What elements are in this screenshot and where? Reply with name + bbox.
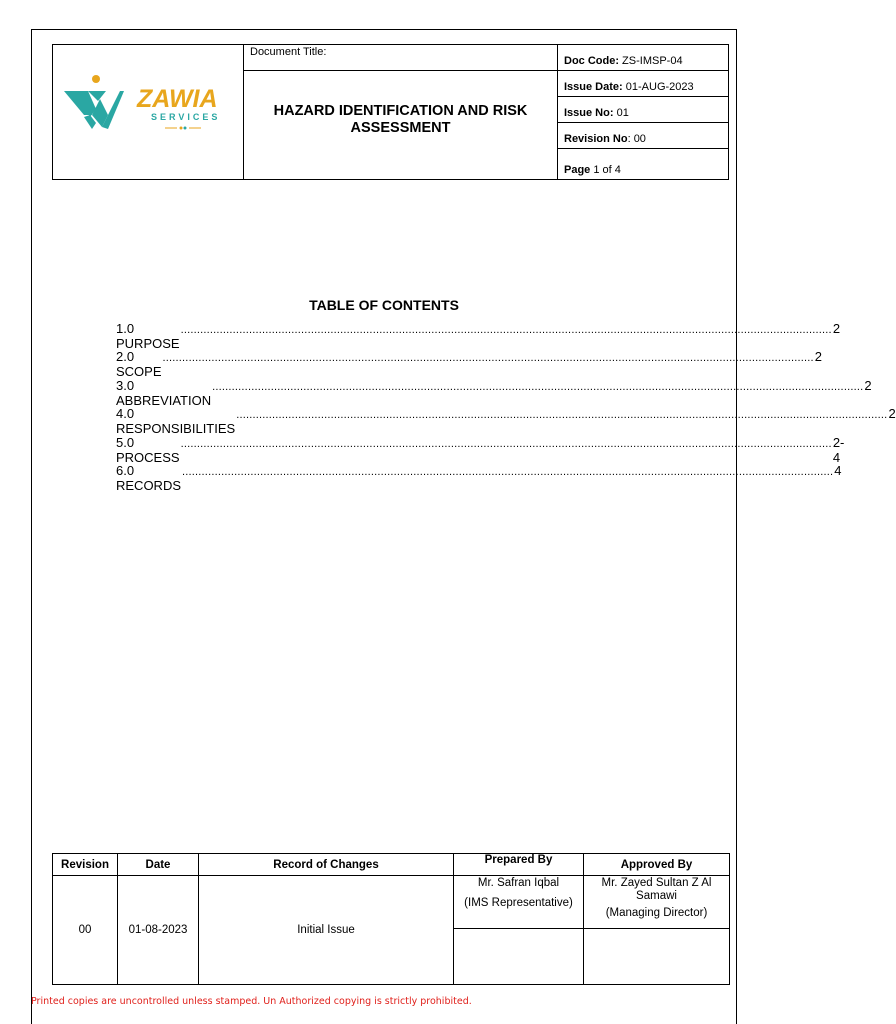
toc-leader: ........................................................................................................................................................................................................ (236, 409, 888, 422)
toc-item-label: 2.0 SCOPE (116, 349, 162, 380)
toc-item[interactable] (116, 462, 842, 493)
issue-date-value: 01-AUG-2023 (622, 81, 694, 93)
revision-no-row (558, 123, 728, 149)
doc-code-row (558, 45, 728, 71)
revision-no-value: : 00 (627, 133, 646, 145)
col-date: Date (118, 854, 199, 876)
document-title-line-2: ASSESSMENT (350, 120, 451, 136)
page-value: 1 of 4 (590, 164, 621, 176)
toc-leader: ........................................................................................................................................................................................................ (162, 352, 814, 365)
logo-wordmark: ZAWIA (137, 85, 218, 113)
toc-title: TABLE OF CONTENTS (309, 297, 459, 313)
toc-list (116, 321, 896, 493)
page-row (558, 149, 728, 179)
cell-approved-by (584, 876, 730, 985)
cell-changes: Initial Issue (199, 876, 454, 985)
approved-by-name: Mr. Zayed Sultan Z Al Samawi (601, 877, 712, 902)
approved-by-signature-area (584, 929, 729, 984)
logo-ornament-icon (165, 125, 201, 131)
revision-table-header (53, 854, 730, 876)
toc-leader: ........................................................................................................................................................................................................ (212, 380, 864, 393)
col-revision: Revision (53, 854, 118, 876)
toc-item-page: 2-4 (832, 434, 845, 465)
issue-date-row (558, 71, 728, 97)
toc-item-label: 4.0 RESPONSIBILITIES (116, 406, 236, 437)
toc-item-page: 2 (864, 377, 872, 393)
zawia-logo-icon (62, 73, 126, 133)
toc-item[interactable] (116, 377, 872, 408)
cell-prepared-by (454, 876, 584, 985)
revision-table (52, 853, 730, 985)
cell-date: 01-08-2023 (118, 876, 199, 985)
issue-no-value: 01 (613, 107, 629, 119)
title-cell (244, 45, 558, 179)
col-record-of-changes: Record of Changes (199, 854, 454, 876)
prepared-by-name: Mr. Safran Iqbal (477, 877, 560, 889)
toc-item-page: 4 (834, 462, 842, 478)
col-approved-by: Approved By (584, 854, 730, 876)
toc-leader: ........................................................................................................................................................................................................ (180, 437, 832, 450)
document-title (244, 103, 557, 137)
issue-no-label: Issue No: (564, 107, 614, 119)
toc-item-label: 6.0 RECORDS (116, 462, 182, 493)
issue-no-row (558, 97, 728, 123)
footer-disclaimer: Printed copies are uncontrolled unless stamped. Un Authorized copying is strictly prohibited. (31, 996, 472, 1007)
toc-item[interactable] (116, 434, 845, 465)
prepared-by-role: (IMS Representative) (464, 897, 573, 909)
toc-item[interactable] (116, 321, 841, 351)
toc-item-label: 1.0 PURPOSE (116, 321, 180, 351)
document-title-label: Document Title: (244, 45, 557, 71)
doc-code-label: Doc Code: (564, 55, 619, 67)
toc-item-page: 2 (832, 321, 841, 336)
document-meta (558, 45, 728, 179)
logo-subtitle: SERVICES (151, 112, 221, 122)
logo-cell (53, 45, 244, 179)
toc-item[interactable] (116, 406, 896, 437)
toc-item-page: 2 (888, 406, 896, 422)
toc-item-label: 5.0 PROCESS (116, 434, 180, 465)
document-title-line-1: HAZARD IDENTIFICATION AND RISK (273, 103, 528, 119)
revision-no-label: Revision No (564, 133, 628, 145)
doc-code-value: ZS-IMSP-04 (619, 55, 683, 67)
toc-item-label: 3.0 ABBREVIATION (116, 377, 212, 408)
toc-leader: ........................................................................................................................................................................................................ (180, 324, 832, 336)
cell-revision: 00 (53, 876, 118, 985)
prepared-by-signature-area (454, 929, 583, 984)
toc-item-page: 2 (814, 349, 822, 365)
approved-by-role: (Managing Director) (605, 907, 708, 919)
page-label: Page (564, 164, 591, 176)
col-prepared-by: Prepared By (454, 854, 584, 876)
table-row (53, 876, 730, 985)
document-header (52, 44, 729, 180)
toc-leader: ........................................................................................................................................................................................................ (182, 465, 834, 478)
issue-date-label: Issue Date: (564, 81, 623, 93)
toc-item[interactable] (116, 349, 822, 380)
